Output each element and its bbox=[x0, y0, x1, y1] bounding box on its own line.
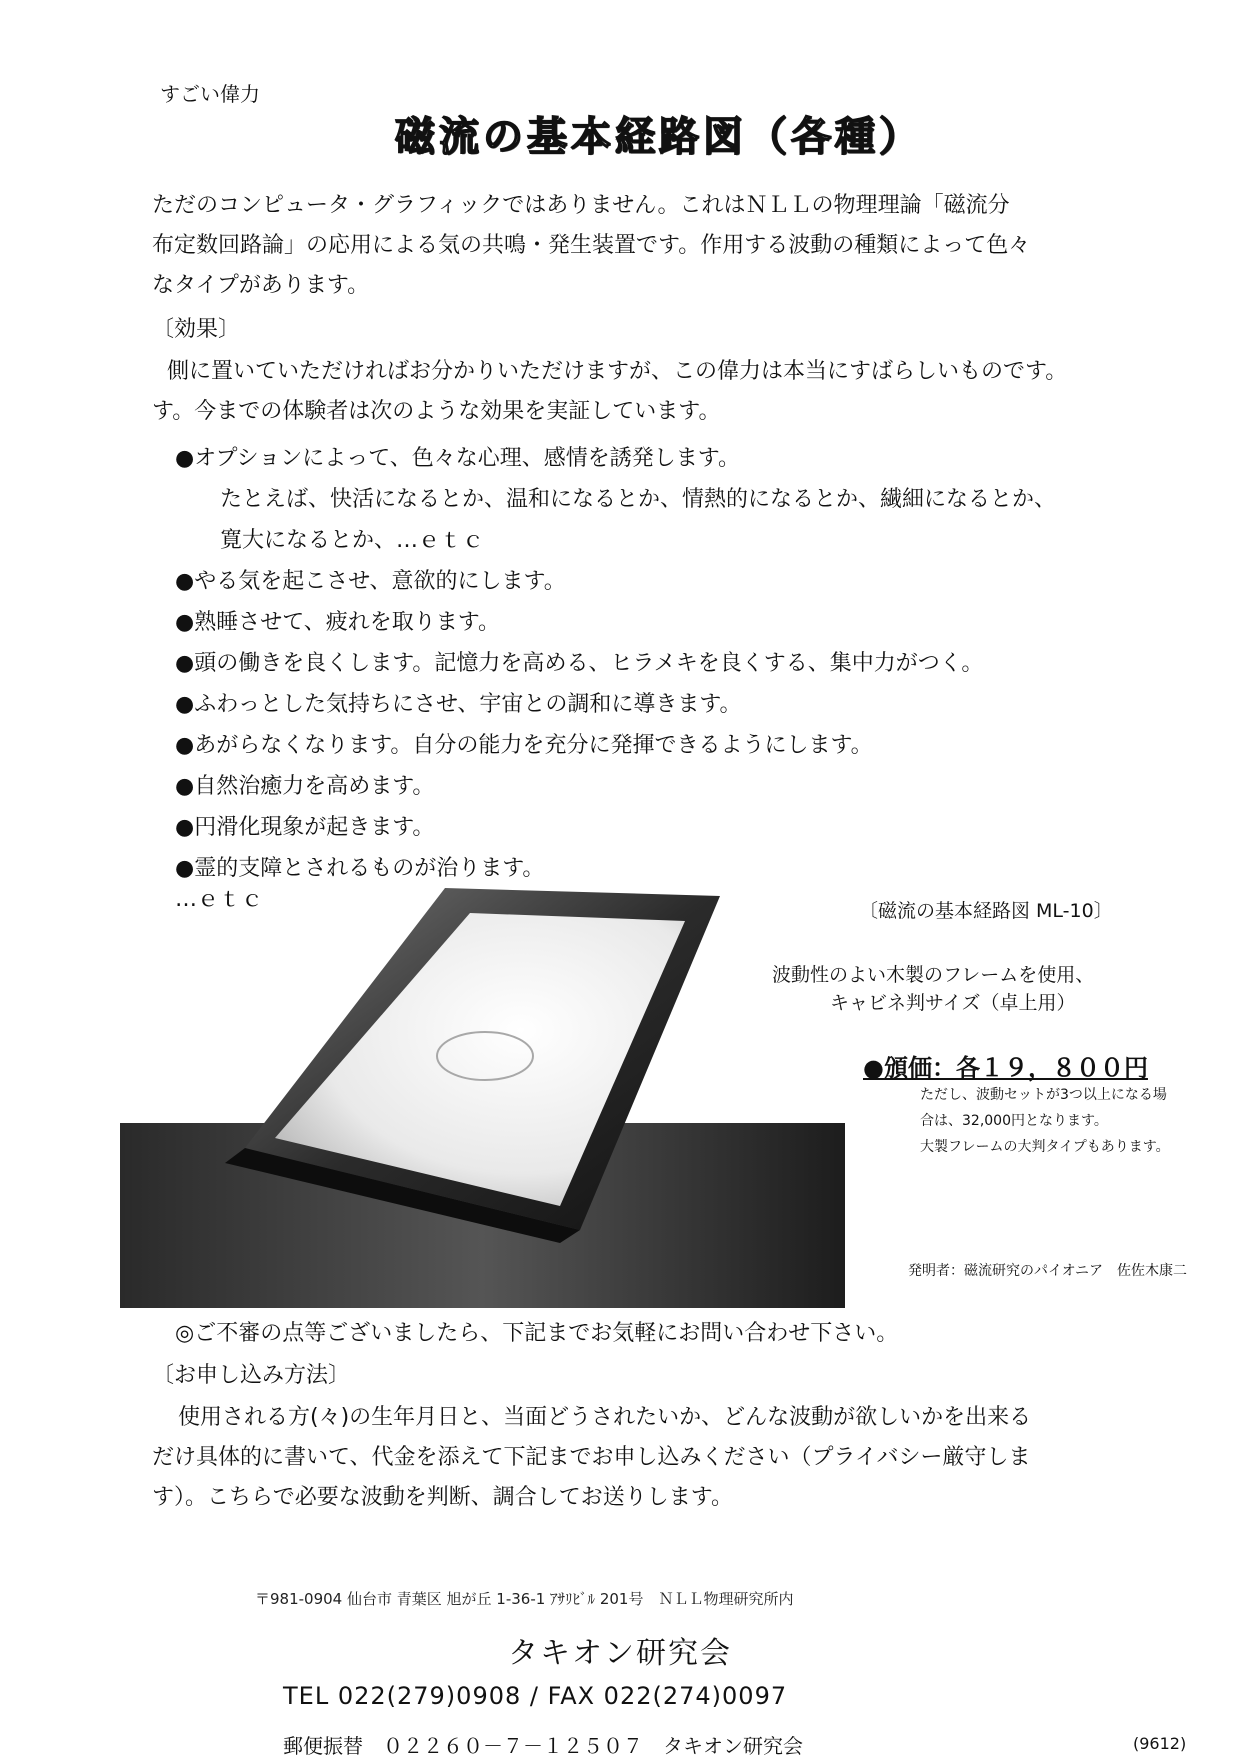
product-photo bbox=[120, 888, 845, 1308]
effects-lead-line: す。今までの体験者は次のような効果を実証しています。 bbox=[152, 399, 721, 424]
effect-item: ●自然治癒力を高めます。 bbox=[175, 774, 435, 799]
tagline: すごい偉力 bbox=[160, 82, 260, 106]
effect-item-detail: たとえば、快活になるとか、温和になるとか、情熱的になるとか、繊細になるとか、 bbox=[220, 487, 1057, 512]
price-text: ●頒価：各１９，８００円 bbox=[863, 1054, 1148, 1082]
effects-heading: 〔効果〕 bbox=[152, 317, 241, 342]
apply-line: だけ具体的に書いて、代金を添えて下記までお申し込みください（プライバシー厳守しま bbox=[152, 1445, 1031, 1470]
effect-item: ●あがらなくなります。自分の能力を充分に発揮できるようにします。 bbox=[175, 733, 873, 758]
document-code: (9612) bbox=[1133, 1734, 1187, 1753]
effect-item: ●頭の働きを良くします。記憶力を高める、ヒラメキを良くする、集中力がつく。 bbox=[175, 651, 984, 676]
effects-list bbox=[175, 438, 1056, 889]
effects-lead bbox=[152, 352, 1067, 432]
price-note-line: ただし、波動セットが3つ以上になる場 bbox=[920, 1087, 1167, 1103]
inquiry-note: ◎ご不審の点等ございましたら、下記までお気軽にお問い合わせ下さい。 bbox=[175, 1321, 899, 1346]
effect-item: ●霊的支障とされるものが治ります。 bbox=[175, 856, 545, 881]
intro-line: 布定数回路論」の応用による気の共鳴・発生装置です。作用する波動の種類によって色々 bbox=[152, 233, 1031, 258]
page-title: 磁流の基本経路図（各種） bbox=[395, 114, 923, 160]
apply-line: す）。こちらで必要な波動を判断、調合してお送りします。 bbox=[152, 1485, 734, 1510]
intro-line: ただのコンピュータ・グラフィックではありません。これはＮＬＬの物理理論「磁流分 bbox=[152, 193, 1010, 218]
product-desc-line: キャビネ判サイズ（卓上用） bbox=[830, 992, 1076, 1014]
effect-item: ●熟睡させて、疲れを取ります。 bbox=[175, 610, 500, 635]
effect-item-detail: 寛大になるとか、…ｅｔｃ bbox=[220, 528, 485, 553]
price-note bbox=[920, 1082, 1170, 1160]
intro-line: なタイプがあります。 bbox=[152, 273, 370, 298]
price-note-line: 大製フレームの大判タイプもあります。 bbox=[920, 1139, 1170, 1155]
product-name: 〔磁流の基本経路図 ML-10〕 bbox=[859, 900, 1113, 922]
postal-transfer: 郵便振替 ０２２６０－７－１２５０７ タキオン研究会 bbox=[283, 1734, 803, 1758]
address: 〒981-0904 仙台市 青葉区 旭が丘 1-36-1 ｱｻﾘﾋﾞﾙ 201号 ＮＬＬ物理研究所内 bbox=[255, 1590, 794, 1608]
price-note-line: 合は、32,000円となります。 bbox=[920, 1113, 1108, 1129]
inventor-credit: 発明者：磁流研究のパイオニア 佐佐木康二 bbox=[908, 1263, 1188, 1279]
effect-item: ●やる気を起こさせ、意欲的にします。 bbox=[175, 569, 566, 594]
apply-paragraph bbox=[152, 1398, 1031, 1518]
product-desc-line: 波動性のよい木製のフレームを使用、 bbox=[772, 964, 1095, 986]
effect-item: ●円滑化現象が起きます。 bbox=[175, 815, 435, 840]
product-price bbox=[863, 1048, 1148, 1083]
effect-item: ●オプションによって、色々な心理、感情を誘発します。 bbox=[175, 446, 741, 471]
effect-item: ●ふわっとした気持ちにさせ、宇宙との調和に導きます。 bbox=[175, 692, 742, 717]
effects-etc: …ｅｔｃ bbox=[175, 887, 264, 912]
intro-paragraph bbox=[152, 186, 1030, 306]
effects-lead-line: 側に置いていただければお分かりいただけますが、この偉力は本当にすばらしいものです。 bbox=[167, 359, 1068, 384]
tel-fax: TEL 022(279)0908 / FAX 022(274)0097 bbox=[283, 1682, 788, 1710]
apply-line: 使用される方(々)の生年月日と、当面どうされたいか、どんな波動が欲しいかを出来る bbox=[178, 1405, 1032, 1430]
apply-heading: 〔お申し込み方法〕 bbox=[152, 1363, 351, 1388]
organization-name: タキオン研究会 bbox=[508, 1636, 732, 1671]
